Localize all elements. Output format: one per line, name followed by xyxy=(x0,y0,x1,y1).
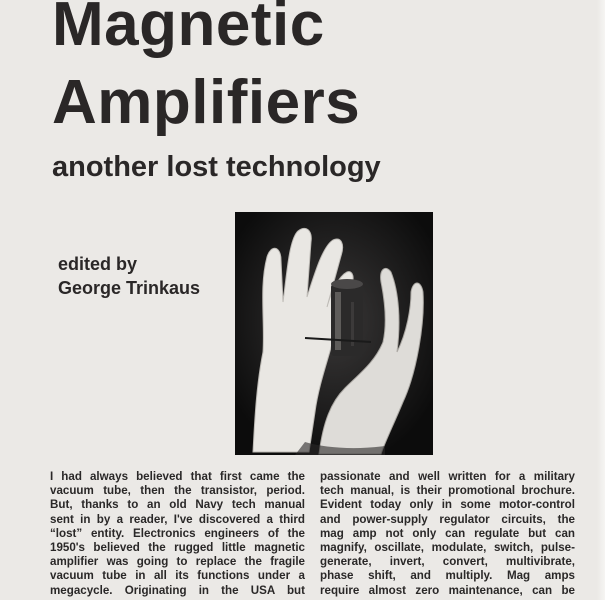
photo-illustration xyxy=(235,212,433,455)
body-line: sent in by a reader, I've discovered a third xyxy=(50,512,305,526)
byline-edited-by: edited by xyxy=(58,254,138,274)
body-line: tech manual, is their promotional brochure. xyxy=(320,484,575,498)
body-line: I had always believed that first came the xyxy=(50,470,305,483)
body-line: mag amp not only can regulate but can xyxy=(320,526,575,540)
body-line: amplifier was going to replace the fragile xyxy=(50,555,305,569)
body-line: “lost” entity. Electronics engineers of the xyxy=(50,526,305,540)
body-line: magnify, oscillate, modulate, switch, pulse- xyxy=(320,541,575,555)
body-line: megacycle. Originating in the USA but xyxy=(50,583,305,597)
body-line: and power-supply regulator circuits, the xyxy=(320,512,575,526)
body-column-right xyxy=(320,470,575,598)
scan-edge xyxy=(597,0,605,600)
body-line: But, thanks to an old Navy tech manual xyxy=(50,498,305,512)
title-line-2: Amplifiers xyxy=(52,68,361,137)
title-line-1: Magnetic xyxy=(52,0,325,59)
body-line: phase shift, and multiply. Mag amps xyxy=(320,569,575,583)
subtitle: another lost technology xyxy=(52,151,381,183)
body-line: vacuum tube in all its functions under a xyxy=(50,569,305,583)
hands-holding-mag-amp-photo xyxy=(235,212,433,455)
body-line: Evident today only in some motor-control xyxy=(320,498,575,512)
byline-author: George Trinkaus xyxy=(58,278,201,298)
body-line: generate, invert, convert, multivibrate, xyxy=(320,555,575,569)
byline xyxy=(58,252,200,300)
body-line: vacuum tube, then the transistor, period. xyxy=(50,484,305,498)
body-line: 1950's believed the rugged little magnetic xyxy=(50,541,305,555)
body-line: require almost zero maintenance, can be xyxy=(320,583,575,597)
body-column-left xyxy=(50,470,305,598)
body-line: passionate and well written for a military xyxy=(320,470,575,483)
